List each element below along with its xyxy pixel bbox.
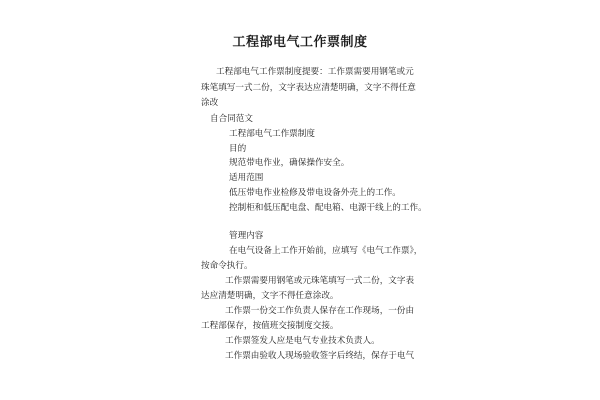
management-heading: 管理内容 xyxy=(229,231,264,241)
management-p4-line-1: 工作票签发人应是电气专业技术负责人。 xyxy=(225,336,380,346)
summary-line-1: 工程部电气工作票制度提要：工作票需要用钢笔或元 xyxy=(216,67,414,77)
body-line: 工程部电气工作票制度 xyxy=(229,129,315,139)
document-title: 工程部电气工作票制度 xyxy=(232,35,368,50)
management-p3-line-1: 工作票一份交工作负责人保存在工作现场，一份由 xyxy=(225,306,415,316)
body-line: 目的 xyxy=(229,144,247,154)
body-line: 适用范围 xyxy=(229,173,264,183)
body-line: 规范带电作业，确保操作安全。 xyxy=(229,158,350,168)
management-p2-line-1: 工作票需要用钢笔或元珠笔填写一式二份，文字表 xyxy=(225,276,415,286)
management-p1-line-1: 在电气设备上工作开始前，应填写《电气工作票》， xyxy=(229,246,423,256)
management-p5-line-1: 工作票由验收人现场验收签字后终结，保存于电气 xyxy=(225,351,415,361)
management-p2-line-2: 达应清楚明确，文字不得任意涂改。 xyxy=(201,291,339,301)
summary-line-3: 涂改 xyxy=(201,98,219,108)
body-line: 控制柜和低压配电盘、配电箱、电源干线上的工作。 xyxy=(229,203,427,213)
management-p1-line-2: 按命令执行。 xyxy=(201,261,253,271)
section-heading: 自合同范文 xyxy=(210,114,253,124)
summary-line-2: 珠笔填写一式二份，文字表达应清楚明确，文字不得任意 xyxy=(201,83,416,93)
management-p3-line-2: 工程部保存，按值班交接制度交接。 xyxy=(201,321,339,331)
body-line: 低压带电作业检修及带电设备外壳上的工作。 xyxy=(229,188,401,198)
